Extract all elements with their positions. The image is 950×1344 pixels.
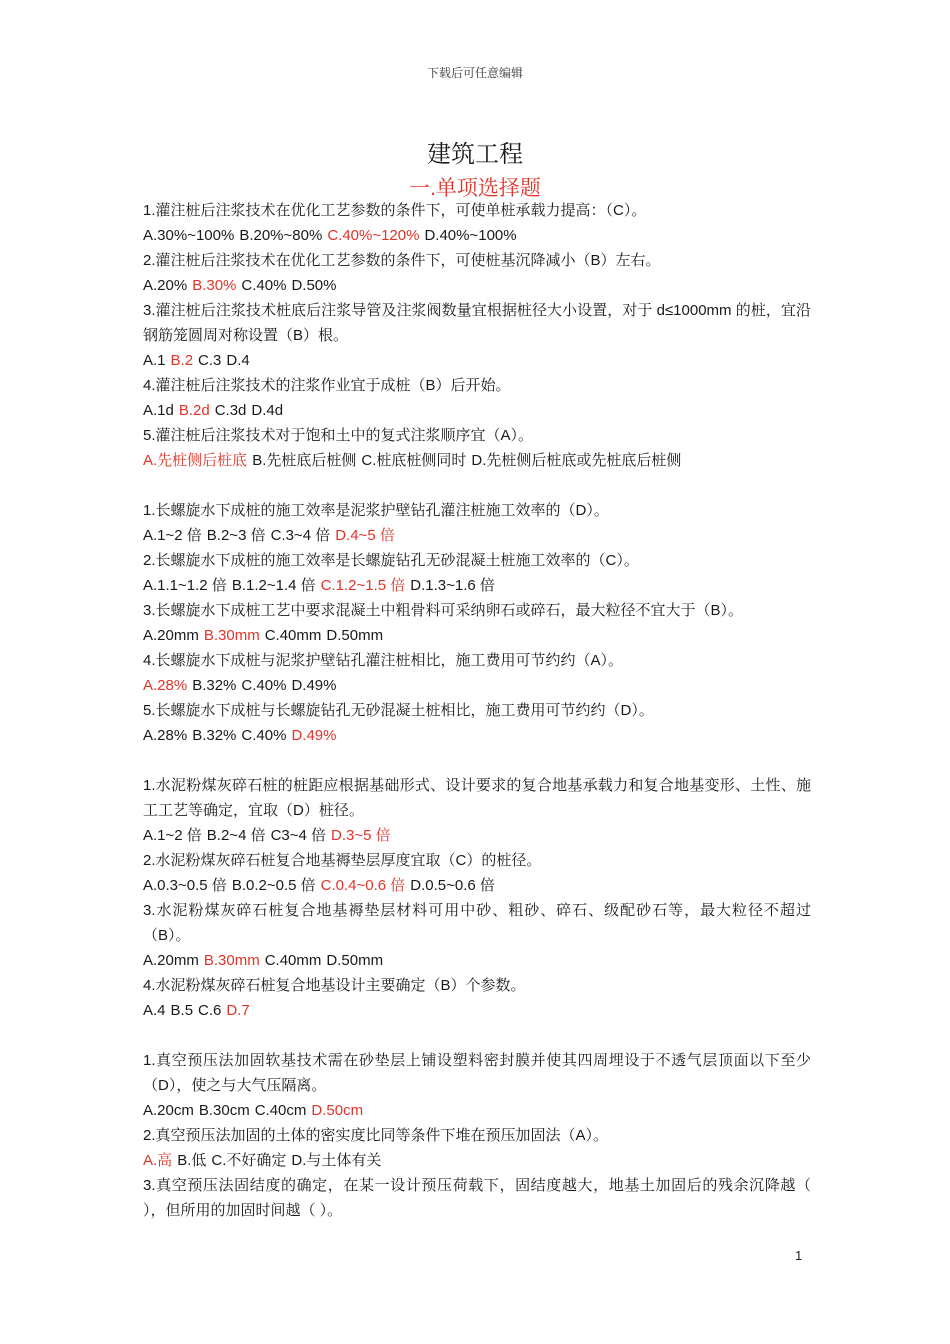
answer-options bbox=[143, 623, 811, 648]
question-text: 1.长螺旋水下成桩的施工效率是泥浆护壁钻孔灌注桩施工效率的（D）。 bbox=[143, 502, 609, 519]
section-heading: 一.单项选择题 bbox=[409, 177, 541, 200]
option: A.20mm bbox=[143, 952, 199, 969]
option: C.40mm bbox=[264, 952, 322, 969]
question-list bbox=[143, 198, 811, 1223]
option: D.0.5~0.6 倍 bbox=[410, 877, 495, 894]
answer-options bbox=[143, 1098, 811, 1123]
correct-option: A.高 bbox=[143, 1152, 173, 1169]
question-text: 1.水泥粉煤灰碎石桩的桩距应根据基础形式、设计要求的复合地基承载力和复合地基变形、土性、施工工艺等确定，宜取（D）桩径。 bbox=[143, 777, 811, 819]
option: A.20% bbox=[143, 277, 188, 294]
page-number: 1 bbox=[795, 1248, 803, 1263]
option: C.不好确定 bbox=[211, 1152, 287, 1169]
option: A.1.1~1.2 倍 bbox=[143, 577, 227, 594]
answer-options bbox=[143, 573, 811, 598]
option: D.50% bbox=[291, 277, 337, 294]
correct-option: D.7 bbox=[226, 1002, 250, 1019]
correct-option: C.0.4~0.6 倍 bbox=[320, 877, 406, 894]
answer-options bbox=[143, 873, 811, 898]
correct-option: B.2 bbox=[170, 352, 194, 369]
question-text: 3.真空预压法固结度的确定，在某一设计预压荷载下，固结度越大，地基土加固后的残余沉降越（ ），但所用的加固时间越（ ）。 bbox=[143, 1177, 811, 1219]
question-text: 1.真空预压法加固软基技术需在砂垫层上铺设塑料密封膜并使其四周埋设于不透气层顶面以下至少（D），使之与大气压隔离。 bbox=[143, 1052, 811, 1094]
answer-options bbox=[143, 948, 811, 973]
correct-option: B.30mm bbox=[203, 952, 260, 969]
group-spacer bbox=[143, 473, 811, 498]
option: A.1 bbox=[143, 352, 166, 369]
question-text: 3.灌注桩后注浆技术桩底后注浆导管及注浆阀数量宜根据桩径大小设置，对于 d≤1000mm 的桩，宜沿钢筋笼圆周对称设置（B）根。 bbox=[143, 302, 811, 344]
question-text: 2.水泥粉煤灰碎石桩复合地基褥垫层厚度宜取（C）的桩径。 bbox=[143, 852, 542, 869]
option: C.40% bbox=[241, 277, 287, 294]
option: C.40% bbox=[241, 677, 287, 694]
option: C.6 bbox=[198, 1002, 222, 1019]
option: A.1d bbox=[143, 402, 174, 419]
option: D.50mm bbox=[326, 627, 384, 644]
answer-options bbox=[143, 348, 811, 373]
option: B.2~4 倍 bbox=[206, 827, 266, 844]
answer-options bbox=[143, 448, 811, 473]
option: B.32% bbox=[192, 727, 237, 744]
answer-options bbox=[143, 523, 811, 548]
document-title: 建筑工程 bbox=[427, 140, 523, 168]
option: A.4 bbox=[143, 1002, 166, 1019]
answer-options bbox=[143, 673, 811, 698]
option: D.与土体有关 bbox=[291, 1152, 382, 1169]
option: A.30%~100% bbox=[143, 227, 235, 244]
answer-options bbox=[143, 723, 811, 748]
correct-option: C.40%~120% bbox=[327, 227, 420, 244]
correct-option: C.1.2~1.5 倍 bbox=[320, 577, 406, 594]
question-text: 5.长螺旋水下成桩与长螺旋钻孔无砂混凝土桩相比，施工费用可节约约（D）。 bbox=[143, 702, 654, 719]
option: A.20cm bbox=[143, 1102, 194, 1119]
option: D.40%~100% bbox=[424, 227, 517, 244]
option: A.1~2 倍 bbox=[143, 527, 202, 544]
question-text: 4.水泥粉煤灰碎石桩复合地基设计主要确定（B）个参数。 bbox=[143, 977, 526, 994]
option: C.3d bbox=[214, 402, 247, 419]
answer-options bbox=[143, 223, 811, 248]
answer-options bbox=[143, 1148, 811, 1173]
option: A.1~2 倍 bbox=[143, 827, 202, 844]
option: C3~4 倍 bbox=[270, 827, 327, 844]
question-text: 2.长螺旋水下成桩的施工效率是长螺旋钻孔无砂混凝土桩施工效率的（C）。 bbox=[143, 552, 639, 569]
option: B.1.2~1.4 倍 bbox=[231, 577, 316, 594]
option: B.2~3 倍 bbox=[206, 527, 266, 544]
correct-option: D.3~5 倍 bbox=[331, 827, 391, 844]
option: B.20%~80% bbox=[239, 227, 323, 244]
correct-option: D.50cm bbox=[311, 1102, 364, 1119]
option: A.0.3~0.5 倍 bbox=[143, 877, 227, 894]
option: B.30cm bbox=[198, 1102, 250, 1119]
answer-options bbox=[143, 823, 811, 848]
option: D.50mm bbox=[326, 952, 384, 969]
question-text: 2.灌注桩后注浆技术在优化工艺参数的条件下，可使桩基沉降减小（B）左右。 bbox=[143, 252, 661, 269]
correct-option: B.30mm bbox=[203, 627, 260, 644]
page-header: 下载后可任意编辑 bbox=[426, 66, 523, 80]
option: D.4 bbox=[226, 352, 250, 369]
option: C.3~4 倍 bbox=[270, 527, 331, 544]
option: A.28% bbox=[143, 727, 188, 744]
option: C.40mm bbox=[264, 627, 322, 644]
question-text: 3.长螺旋水下成桩工艺中要求混凝土中粗骨料可采纳卵石或碎石，最大粒径不宜大于（B）。 bbox=[143, 602, 744, 619]
option: A.20mm bbox=[143, 627, 199, 644]
option: B.低 bbox=[177, 1152, 207, 1169]
correct-option: D.49% bbox=[291, 727, 337, 744]
option: B.5 bbox=[170, 1002, 194, 1019]
option: C.40cm bbox=[254, 1102, 307, 1119]
option: C.桩底桩侧同时 bbox=[361, 452, 467, 469]
answer-options bbox=[143, 273, 811, 298]
correct-option: A.先桩侧后桩底 bbox=[143, 452, 248, 469]
option: C.3 bbox=[198, 352, 222, 369]
group-spacer bbox=[143, 1023, 811, 1048]
correct-option: B.2d bbox=[178, 402, 210, 419]
correct-option: D.4~5 倍 bbox=[335, 527, 395, 544]
option: B.32% bbox=[192, 677, 237, 694]
group-spacer bbox=[143, 748, 811, 773]
question-text: 4.长螺旋水下成桩与泥浆护壁钻孔灌注桩相比，施工费用可节约约（A）。 bbox=[143, 652, 624, 669]
question-text: 4.灌注桩后注浆技术的注浆作业宜于成桩（B）后开始。 bbox=[143, 377, 511, 394]
question-text: 1.灌注桩后注浆技术在优化工艺参数的条件下，可使单桩承载力提高：（C）。 bbox=[143, 202, 647, 219]
answer-options bbox=[143, 398, 811, 423]
option: C.40% bbox=[241, 727, 287, 744]
option: D.1.3~1.6 倍 bbox=[410, 577, 495, 594]
option: B.0.2~0.5 倍 bbox=[231, 877, 316, 894]
answer-options bbox=[143, 998, 811, 1023]
question-text: 2.真空预压法加固的土体的密实度比同等条件下堆在预压加固法（A）。 bbox=[143, 1127, 609, 1144]
question-text: 5.灌注桩后注浆技术对于饱和土中的复式注浆顺序宜（A）。 bbox=[143, 427, 534, 444]
option: D.49% bbox=[291, 677, 337, 694]
option: D.先桩侧后桩底或先桩底后桩侧 bbox=[471, 452, 682, 469]
correct-option: A.28% bbox=[143, 677, 188, 694]
option: D.4d bbox=[251, 402, 284, 419]
correct-option: B.30% bbox=[192, 277, 237, 294]
option: B.先桩底后桩侧 bbox=[252, 452, 357, 469]
question-text: 3.水泥粉煤灰碎石桩复合地基褥垫层材料可用中砂、粗砂、碎石、级配砂石等，最大粒径不超过（B）。 bbox=[143, 902, 811, 944]
